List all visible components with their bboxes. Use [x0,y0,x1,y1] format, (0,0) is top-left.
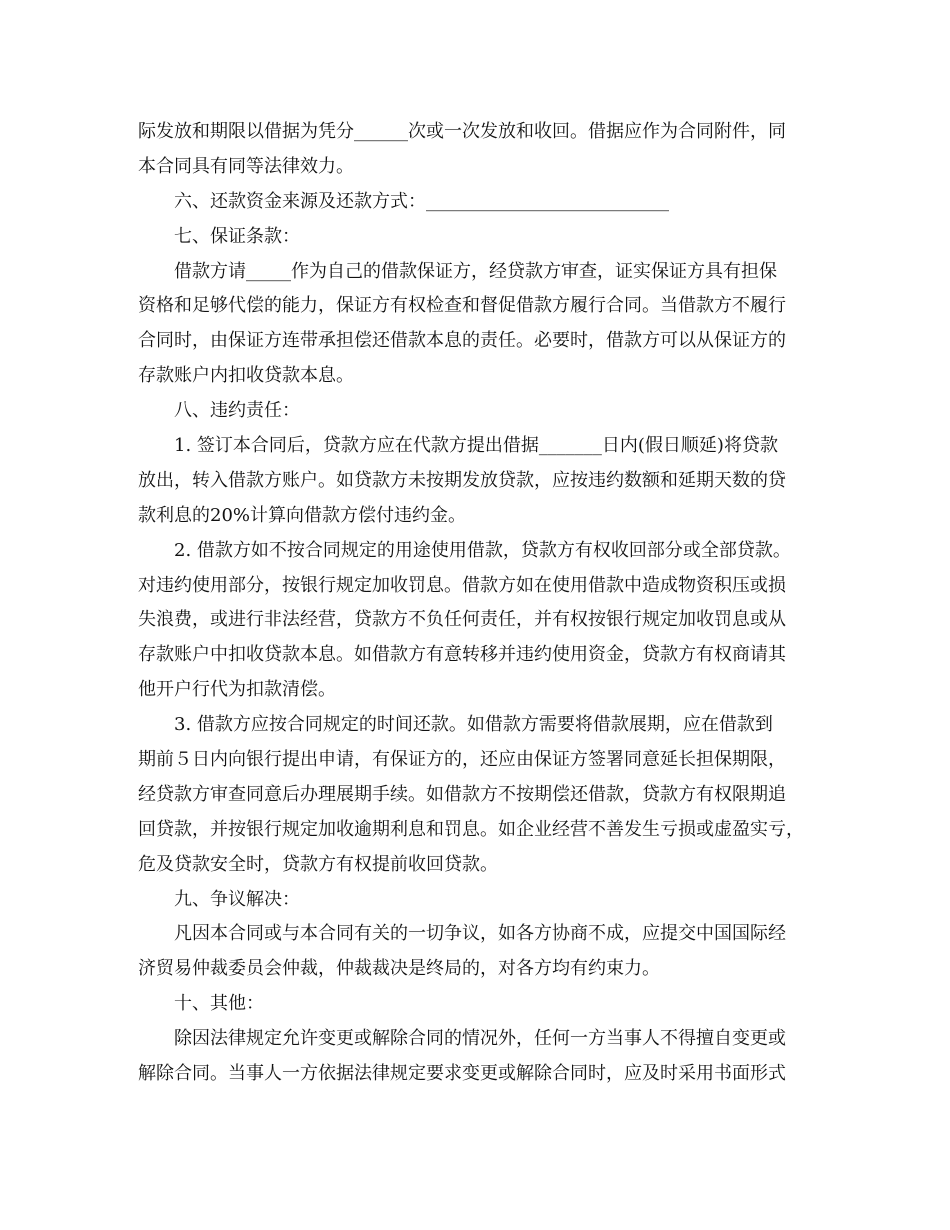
text-line: 1. 签订本合同后，贷款方应在代款方提出借据_______日内(假日顺延)将贷款 [174,435,778,457]
text-line: 失浪费，或进行非法经营，贷款方不负任何责任，并有权按银行规定加收罚息或从 [138,609,786,631]
contract-body [138,115,818,1092]
section-heading-liability: 八、违约责任： [174,400,300,422]
section-heading-dispute: 九、争议解决： [174,888,300,910]
text-line: 借款方请_____作为自己的借款保证方，经贷款方审查，证实保证方具有担保 [174,260,777,282]
text-line: 除因法律规定允许变更或解除合同的情况外，任何一方当事人不得擅自变更或 [174,1028,786,1050]
section-heading-guarantee: 七、保证条款： [174,225,300,247]
text-line: 款利息的20%计算向借款方偿付违约金。 [138,504,467,526]
text-line: 合同时，由保证方连带承担偿还借款本息的责任。必要时，借款方可以从保证方的 [138,330,786,352]
text-line: 3. 借款方应按合同规定的时间还款。如借款方需要将借款展期，应在借款到 [174,714,773,736]
text-line: 存款账户中扣收贷款本息。如借款方有意转移并违约使用资金，贷款方有权商请其 [138,644,786,666]
text-line: 2. 借款方如不按合同规定的用途使用借款，贷款方有权收回部分或全部贷款。 [174,539,791,561]
text-line: 本合同具有同等法律效力。 [138,155,354,177]
text-line: 济贸易仲裁委员会仲裁，仲裁裁决是终局的，对各方均有约束力。 [138,958,660,980]
text-line: 回贷款，并按银行规定加收逾期利息和罚息。如企业经营不善发生亏损或虚盈实亏， [138,818,804,840]
text-line: 凡因本合同或与本合同有关的一切争议，如各方协商不成，应提交中国国际经 [174,923,786,945]
text-line: 解除合同。当事人一方依据法律规定要求变更或解除合同时，应及时采用书面形式 [138,1063,786,1085]
section-heading-repayment: 六、还款资金来源及还款方式：___________________________ [174,190,669,212]
text-line: 对违约使用部分，按银行规定加收罚息。借款方如在使用借款中造成物资积压或损 [138,574,786,596]
text-line: 际发放和期限以借据为凭分______次或一次发放和收回。借据应作为合同附件，同 [138,121,786,142]
text-line: 资格和足够代偿的能力，保证方有权检查和督促借款方履行合同。当借款方不履行 [138,295,786,317]
text-line: 他开户行代为扣款清偿。 [138,679,336,701]
section-heading-other: 十、其他： [174,993,264,1015]
text-line: 存款账户内扣收贷款本息。 [138,365,354,387]
text-line: 放出，转入借款方账户。如贷款方未按期发放贷款，应按违约数额和延期天数的贷 [138,469,786,491]
text-line: 危及贷款安全时，贷款方有权提前收回贷款。 [138,853,498,875]
text-line: 经贷款方审查同意后办理展期手续。如借款方不按期偿还借款，贷款方有权限期追 [138,783,786,805]
text-line: 期前５日内向银行提出申请，有保证方的，还应由保证方签署同意延长担保期限， [138,749,786,771]
